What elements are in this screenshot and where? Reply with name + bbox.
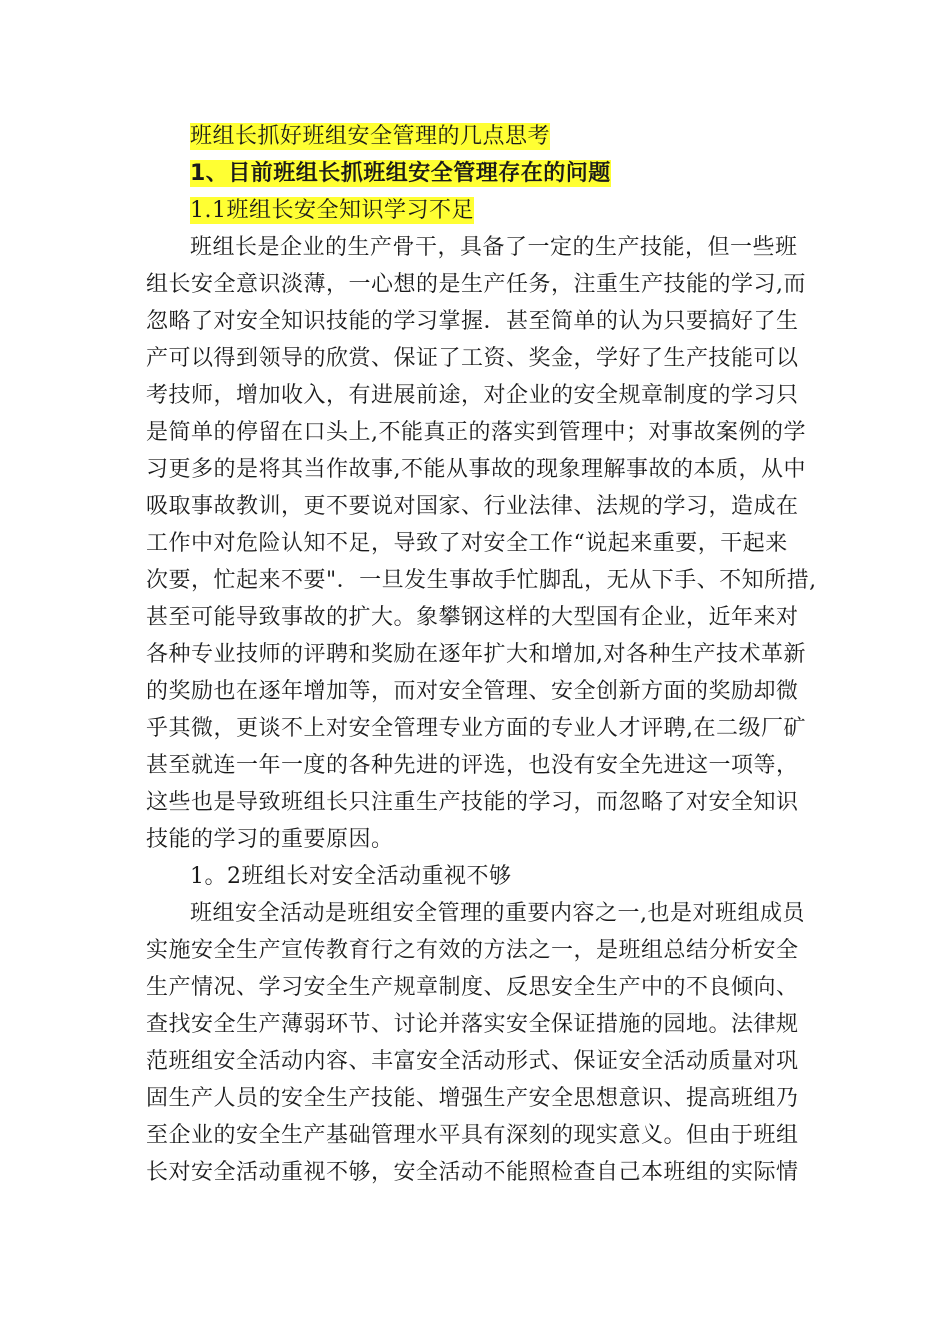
document-body [146, 118, 817, 1191]
paragraph-line: 范班组安全活动内容、丰富安全活动形式、保证安全活动质量对巩 [146, 1049, 799, 1074]
paragraph-line: 各种专业技师的评聘和奖励在逐年扩大和增加,对各种生产技术革新 [146, 642, 806, 667]
section1-heading-line [146, 155, 806, 192]
paragraph-line: 工作中对危险认知不足，导致了对安全工作“说起来重要，干起来 [146, 531, 788, 556]
sub1-heading: 1.1班组长安全知识学习不足 [190, 198, 474, 223]
paragraph-line: 吸取事故教训，更不要说对国家、行业法律、法规的学习，造成在 [146, 494, 799, 519]
paragraph-line: 固生产人员的安全生产技能、增强生产安全思想意识、提高班组乃 [146, 1086, 799, 1111]
paragraph-line: 忽略了对安全知识技能的学习掌握．甚至简单的认为只要搞好了生 [146, 309, 799, 334]
paragraph-line: 是简单的停留在口头上,不能真正的落实到管理中；对事故案例的学 [146, 420, 806, 445]
paragraph-line: 技能的学习的重要原因。 [146, 827, 394, 852]
paragraph-line: 班组长是企业的生产骨干，具备了一定的生产技能，但一些班 [190, 235, 798, 260]
sub2-heading: 1。2班组长对安全活动重视不够 [190, 864, 512, 889]
paragraph-line: 习更多的是将其当作故事,不能从事故的现象理解事故的本质，从中 [146, 457, 806, 482]
paragraph-line: 查找安全生产薄弱环节、讨论并落实安全保证措施的园地。法律规 [146, 1012, 799, 1037]
paragraph-line: 次要，忙起来不要"．一旦发生事故手忙脚乱，无从下手、不知所措, [146, 568, 817, 593]
paragraph-line: 甚至可能导致事故的扩大。象攀钢这样的大型国有企业，近年来对 [146, 605, 799, 630]
paragraph-2 [146, 895, 806, 1191]
paragraph-line: 至企业的安全生产基础管理水平具有深刻的现实意义。但由于班组 [146, 1123, 799, 1148]
paragraph-line: 组长安全意识淡薄，一心想的是生产任务，注重生产技能的学习,而 [146, 272, 806, 297]
paragraph-line: 班组安全活动是班组安全管理的重要内容之一,也是对班组成员 [190, 901, 805, 926]
doc-title-line [146, 118, 806, 155]
paragraph-line: 乎其微，更谈不上对安全管理专业方面的专业人才评聘,在二级厂矿 [146, 716, 806, 741]
paragraph-line: 的奖励也在逐年增加等，而对安全管理、安全创新方面的奖励却微 [146, 679, 799, 704]
paragraph-line: 甚至就连一年一度的各种先进的评选，也没有安全先进这一项等， [146, 753, 799, 778]
doc-title: 班组长抓好班组安全管理的几点思考 [190, 124, 551, 149]
paragraph-line: 长对安全活动重视不够，安全活动不能照检查自己本班组的实际情 [146, 1160, 799, 1185]
sub1-heading-line [146, 192, 806, 229]
paragraph-line: 生产情况、学习安全生产规章制度、反思安全生产中的不良倾向、 [146, 975, 799, 1000]
paragraph-line: 这些也是导致班组长只注重生产技能的学习，而忽略了对安全知识 [146, 790, 799, 815]
paragraph-line: 实施安全生产宣传教育行之有效的方法之一，是班组总结分析安全 [146, 938, 799, 963]
paragraph-line: 考技师，增加收入，有进展前途，对企业的安全规章制度的学习只 [146, 383, 799, 408]
section1-heading: 1、目前班组长抓班组安全管理存在的问题 [190, 161, 611, 186]
paragraph-line: 产可以得到领导的欣赏、保证了工资、奖金，学好了生产技能可以 [146, 346, 799, 371]
paragraph-1 [146, 229, 817, 858]
